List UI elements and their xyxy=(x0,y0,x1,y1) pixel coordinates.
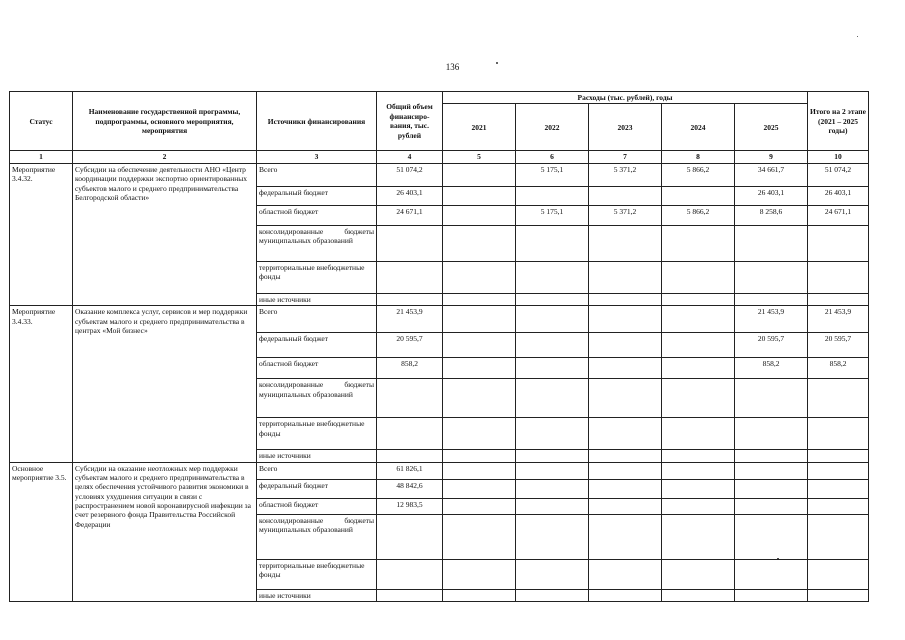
year-2023-cell xyxy=(589,306,662,333)
year-2024-cell: 5 866,2 xyxy=(662,205,735,225)
source-cell: Всего xyxy=(257,163,377,186)
name-cell: Оказание комплекса услуг, сервисов и мер поддержки субъектам малого и среднего предпринимательства в центрах «Мой бизнес» xyxy=(73,306,257,462)
scan-speck xyxy=(857,36,858,37)
total-cell xyxy=(377,225,443,261)
total-cell xyxy=(377,261,443,293)
total-cell xyxy=(377,293,443,305)
source-cell: Всего xyxy=(257,306,377,333)
year-2025-cell xyxy=(735,293,808,305)
status-cell: Мероприятие 3.4.32. xyxy=(10,163,73,305)
year-2022-cell: 5 175,1 xyxy=(516,163,589,186)
source-cell: федеральный бюджет xyxy=(257,479,377,498)
year-2021-cell xyxy=(443,462,516,479)
year-2024-cell xyxy=(662,498,735,514)
year-2021-cell xyxy=(443,225,516,261)
year-2024-cell xyxy=(662,306,735,333)
itogo-cell: 26 403,1 xyxy=(808,186,869,205)
year-2023-cell: 5 371,2 xyxy=(589,205,662,225)
itogo-cell: 21 453,9 xyxy=(808,306,869,333)
year-2025-cell xyxy=(735,379,808,418)
scan-speck xyxy=(496,62,498,64)
year-2022-cell xyxy=(516,358,589,379)
year-2022-cell xyxy=(516,450,589,462)
source-cell: иные источники xyxy=(257,450,377,462)
source-cell: иные источники xyxy=(257,589,377,601)
column-number: 10 xyxy=(808,151,869,163)
total-cell: 12 983,5 xyxy=(377,498,443,514)
header-total: Общий объем финансиро- вания, тыс. рублей xyxy=(377,92,443,151)
year-2021-cell xyxy=(443,589,516,601)
year-2025-cell: 21 453,9 xyxy=(735,306,808,333)
year-2022-cell xyxy=(516,514,589,559)
year-2023-cell xyxy=(589,450,662,462)
column-number: 2 xyxy=(73,151,257,163)
total-cell xyxy=(377,559,443,589)
itogo-cell xyxy=(808,261,869,293)
year-2023-cell xyxy=(589,358,662,379)
total-cell: 21 453,9 xyxy=(377,306,443,333)
year-2024-cell xyxy=(662,379,735,418)
year-2021-cell xyxy=(443,163,516,186)
year-2021-cell xyxy=(443,418,516,450)
column-number: 6 xyxy=(516,151,589,163)
source-cell: консолидированные бюджеты муниципальных образований xyxy=(257,225,377,261)
year-2022-cell xyxy=(516,498,589,514)
year-2021-cell xyxy=(443,306,516,333)
year-2023-cell xyxy=(589,479,662,498)
year-2022-cell xyxy=(516,559,589,589)
total-cell xyxy=(377,514,443,559)
year-2023-cell xyxy=(589,293,662,305)
year-2023-cell xyxy=(589,559,662,589)
itogo-cell: 51 074,2 xyxy=(808,163,869,186)
year-2025-cell xyxy=(735,559,808,589)
year-2024-cell xyxy=(662,293,735,305)
year-2025-cell: 8 258,6 xyxy=(735,205,808,225)
source-cell: федеральный бюджет xyxy=(257,333,377,358)
year-2022-cell xyxy=(516,225,589,261)
itogo-cell xyxy=(808,293,869,305)
year-2021-cell xyxy=(443,261,516,293)
year-2023-cell: 5 371,2 xyxy=(589,163,662,186)
table-row xyxy=(10,462,869,479)
year-2021-cell xyxy=(443,479,516,498)
year-2024-cell xyxy=(662,589,735,601)
year-2021-cell xyxy=(443,559,516,589)
itogo-cell xyxy=(808,514,869,559)
header-year-2024: 2024 xyxy=(662,104,735,151)
source-cell: консолидированные бюджеты муниципальных образований xyxy=(257,379,377,418)
year-2022-cell: 5 175,1 xyxy=(516,205,589,225)
itogo-cell: 20 595,7 xyxy=(808,333,869,358)
year-2024-cell xyxy=(662,450,735,462)
financing-table xyxy=(9,91,869,602)
year-2021-cell xyxy=(443,379,516,418)
total-cell xyxy=(377,589,443,601)
year-2021-cell xyxy=(443,358,516,379)
column-number: 7 xyxy=(589,151,662,163)
year-2025-cell xyxy=(735,225,808,261)
year-2021-cell xyxy=(443,450,516,462)
itogo-cell: 858,2 xyxy=(808,358,869,379)
year-2023-cell xyxy=(589,333,662,358)
table-row xyxy=(10,163,869,186)
year-2023-cell xyxy=(589,379,662,418)
total-cell xyxy=(377,379,443,418)
year-2022-cell xyxy=(516,479,589,498)
year-2023-cell xyxy=(589,261,662,293)
column-number: 3 xyxy=(257,151,377,163)
source-cell: территориальные внебюджетные фонды xyxy=(257,418,377,450)
itogo-cell xyxy=(808,589,869,601)
header-year-2022: 2022 xyxy=(516,104,589,151)
year-2025-cell xyxy=(735,261,808,293)
header-sources: Источники финансирования xyxy=(257,92,377,151)
total-cell: 51 074,2 xyxy=(377,163,443,186)
year-2024-cell xyxy=(662,514,735,559)
status-cell: Мероприятие 3.4.33. xyxy=(10,306,73,462)
year-2022-cell xyxy=(516,293,589,305)
source-cell: территориальные внебюджетные фонды xyxy=(257,261,377,293)
header-itogo: Итого на 2 этапе (2021 – 2025 годы) xyxy=(808,92,869,151)
column-number: 5 xyxy=(443,151,516,163)
year-2022-cell xyxy=(516,589,589,601)
year-2025-cell xyxy=(735,462,808,479)
itogo-cell xyxy=(808,418,869,450)
year-2023-cell xyxy=(589,498,662,514)
total-cell: 48 842,6 xyxy=(377,479,443,498)
itogo-cell xyxy=(808,462,869,479)
year-2022-cell xyxy=(516,418,589,450)
year-2024-cell xyxy=(662,559,735,589)
total-cell: 20 595,7 xyxy=(377,333,443,358)
column-number: 4 xyxy=(377,151,443,163)
year-2024-cell xyxy=(662,333,735,358)
total-cell: 24 671,1 xyxy=(377,205,443,225)
itogo-cell xyxy=(808,450,869,462)
year-2021-cell xyxy=(443,186,516,205)
year-2025-cell xyxy=(735,514,808,559)
year-2025-cell xyxy=(735,450,808,462)
year-2023-cell xyxy=(589,225,662,261)
year-2024-cell xyxy=(662,225,735,261)
source-cell: областной бюджет xyxy=(257,358,377,379)
year-2023-cell xyxy=(589,418,662,450)
year-2025-cell xyxy=(735,479,808,498)
source-cell: консолидированные бюджеты муниципальных образований xyxy=(257,514,377,559)
year-2024-cell xyxy=(662,462,735,479)
source-cell: иные источники xyxy=(257,293,377,305)
header-status: Статус xyxy=(10,92,73,151)
year-2024-cell xyxy=(662,358,735,379)
year-2025-cell: 858,2 xyxy=(735,358,808,379)
name-cell: Субсидии на обеспечение деятельности АНО «Центр координации поддержки экспортно ориентированных субъектов малого и среднего предпринимательства Белгородской области» xyxy=(73,163,257,305)
year-2022-cell xyxy=(516,379,589,418)
source-cell: федеральный бюджет xyxy=(257,186,377,205)
year-2021-cell xyxy=(443,293,516,305)
year-2025-cell: 20 595,7 xyxy=(735,333,808,358)
total-cell xyxy=(377,450,443,462)
year-2021-cell xyxy=(443,498,516,514)
column-number: 9 xyxy=(735,151,808,163)
year-2025-cell: 26 403,1 xyxy=(735,186,808,205)
source-cell: областной бюджет xyxy=(257,498,377,514)
year-2025-cell xyxy=(735,418,808,450)
total-cell xyxy=(377,418,443,450)
source-cell: территориальные внебюджетные фонды xyxy=(257,559,377,589)
column-number: 8 xyxy=(662,151,735,163)
header-year-2025: 2025 xyxy=(735,104,808,151)
itogo-cell xyxy=(808,225,869,261)
header-expenses: Расходы (тыс. рублей), годы xyxy=(443,92,808,104)
year-2023-cell xyxy=(589,514,662,559)
year-2023-cell xyxy=(589,589,662,601)
year-2022-cell xyxy=(516,261,589,293)
itogo-cell xyxy=(808,379,869,418)
year-2023-cell xyxy=(589,186,662,205)
itogo-cell xyxy=(808,498,869,514)
year-2022-cell xyxy=(516,186,589,205)
year-2024-cell xyxy=(662,418,735,450)
year-2024-cell xyxy=(662,261,735,293)
year-2021-cell xyxy=(443,205,516,225)
itogo-cell xyxy=(808,479,869,498)
total-cell: 858,2 xyxy=(377,358,443,379)
column-numbers-row xyxy=(10,151,869,163)
year-2022-cell xyxy=(516,306,589,333)
table-row xyxy=(10,306,869,333)
source-cell: областной бюджет xyxy=(257,205,377,225)
year-2025-cell: 34 661,7 xyxy=(735,163,808,186)
year-2025-cell xyxy=(735,589,808,601)
year-2024-cell xyxy=(662,186,735,205)
column-number: 1 xyxy=(10,151,73,163)
header-year-2021: 2021 xyxy=(443,104,516,151)
itogo-cell xyxy=(808,559,869,589)
year-2024-cell: 5 866,2 xyxy=(662,163,735,186)
total-cell: 26 403,1 xyxy=(377,186,443,205)
year-2021-cell xyxy=(443,333,516,358)
year-2022-cell xyxy=(516,462,589,479)
year-2022-cell xyxy=(516,333,589,358)
header-year-2023: 2023 xyxy=(589,104,662,151)
year-2023-cell xyxy=(589,462,662,479)
header-name: Наименование государственной программы, подпрограммы, основного мероприятия, мероприятия xyxy=(73,92,257,151)
year-2024-cell xyxy=(662,479,735,498)
name-cell: Субсидии на оказание неотложных мер поддержки субъектам малого и среднего предпринимательства в целях обеспечения устойчивого развития экономики в условиях ухудшения ситуации в связи с распространением новой коронавирусной инфекции за счет резервного фонда Правительства Российской Федерации xyxy=(73,462,257,601)
year-2021-cell xyxy=(443,514,516,559)
page-number: 136 xyxy=(445,62,460,72)
itogo-cell: 24 671,1 xyxy=(808,205,869,225)
total-cell: 61 826,1 xyxy=(377,462,443,479)
source-cell: Всего xyxy=(257,462,377,479)
status-cell: Основное мероприятие 3.5. xyxy=(10,462,73,601)
year-2025-cell xyxy=(735,498,808,514)
